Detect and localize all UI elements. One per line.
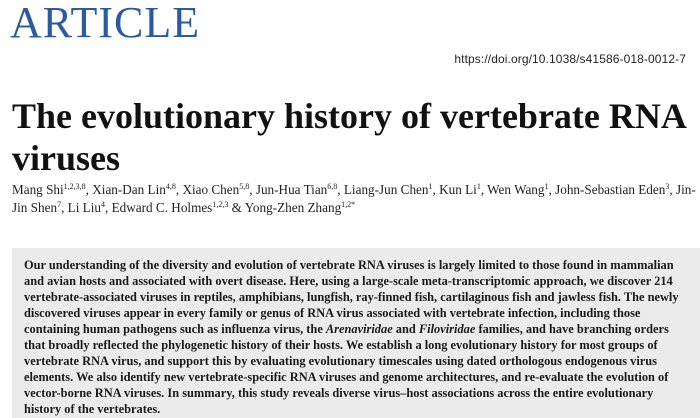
author-affiliation: 6,8 [327, 182, 338, 191]
author-affiliation: 1,2* [341, 200, 356, 209]
author-affiliation: 1 [476, 182, 481, 191]
author-affiliation: 1,2,3,8 [63, 182, 86, 191]
author-affiliation: 5,8 [239, 182, 250, 191]
author-affiliation: 1 [428, 182, 433, 191]
author-3[interactable] [182, 182, 249, 197]
author-name: Kun Li [439, 182, 477, 197]
author-12[interactable] [245, 200, 355, 215]
author-7[interactable] [487, 182, 548, 197]
author-affiliation: 1,2,3 [212, 200, 229, 209]
author-affiliation: 7 [57, 200, 62, 209]
author-affiliation: 3 [665, 182, 670, 191]
author-name: Jin-Jin Shen [12, 182, 696, 215]
author-name: Wen Wang [487, 182, 545, 197]
article-section-label: ARTICLE [10, 0, 201, 47]
author-10[interactable] [68, 200, 105, 215]
abstract-part-2: families, and have branching orders that broadly reflected the phylogenetic history of their hosts. We establish a long evolutionary history for most groups of vertebrate RNA virus, and support this by evaluating evolutionary timescales using dated orthologous endogenous virus elements. We also identify new vertebrate-specific RNA viruses and genome architectures, and re-evaluate the evolution of vector-borne RNA viruses. In summary, this study reveals diverse virus–host associations across the entire evolutionary history of the vertebrates. [24, 322, 669, 416]
abstract-text [24, 257, 692, 417]
author-list: Mang Shi$^{1,2,3,8}$, Xian-Dan Lin$^{4,8}$, Xiao Chen$^{5,8}$, Jun-Hua Tian$^{6,8}$, Liang-Jun Chen$^1$, Kun Li$^1$, Wen Wang$^1$, John-Sebastian Eden$^3$, Jin-Jin Shen$^7$, Li Liu$^4$, Edward C. Holmes$^{1,2,3}$ & Yong-Zhen Zhang$^{1,2*}$ [12, 182, 696, 215]
doi-link[interactable]: https://doi.org/10.1038/s41586-018-0012-7 [454, 52, 686, 66]
author-name: Xian-Dan Lin [92, 182, 166, 197]
author-6[interactable] [439, 182, 481, 197]
author-name: Xiao Chen [182, 182, 240, 197]
author-name: John-Sebastian Eden [555, 182, 666, 197]
abstract-part-1: Our understanding of the diversity and evolution of vertebrate RNA viruses is largely limited to those found in mammalian and avian hosts and associated with overt disease. Here, using a large-scale meta-transcriptomic approach, we discover 214 vertebrate-associated viruses in reptiles, amphibians, lungfish, ray-finned fish, cartilaginous fish and jawless fish. The newly discovered viruses appear in every family or genus of RNA virus associated with vertebrate infection, including those containing human pathogens such as influenza virus, the [24, 258, 679, 336]
author-4[interactable] [256, 182, 337, 197]
article-title: The evolutionary history of vertebrate RNA viruses [12, 96, 685, 178]
family-arenaviridae: Arenaviridae [325, 322, 393, 336]
author-2[interactable] [92, 182, 176, 197]
author-name: Jun-Hua Tian [255, 182, 328, 197]
author-name: Yong-Zhen Zhang [244, 200, 342, 215]
abstract-box [12, 248, 700, 418]
author-name: Edward C. Holmes [111, 200, 213, 215]
author-affiliation: 4,8 [165, 182, 176, 191]
author-name: Li Liu [67, 200, 101, 215]
author-affiliation: 1 [544, 182, 549, 191]
abstract-and: and [392, 322, 419, 336]
author-1[interactable] [12, 182, 86, 197]
author-name: Mang Shi [12, 182, 64, 197]
author-8[interactable] [555, 182, 669, 197]
author-name: Liang-Jun Chen [343, 182, 429, 197]
author-11[interactable] [112, 200, 229, 215]
author-affiliation: 4 [101, 200, 105, 209]
author-5[interactable] [344, 182, 433, 197]
family-filoviridae: Filoviridae [418, 322, 476, 336]
